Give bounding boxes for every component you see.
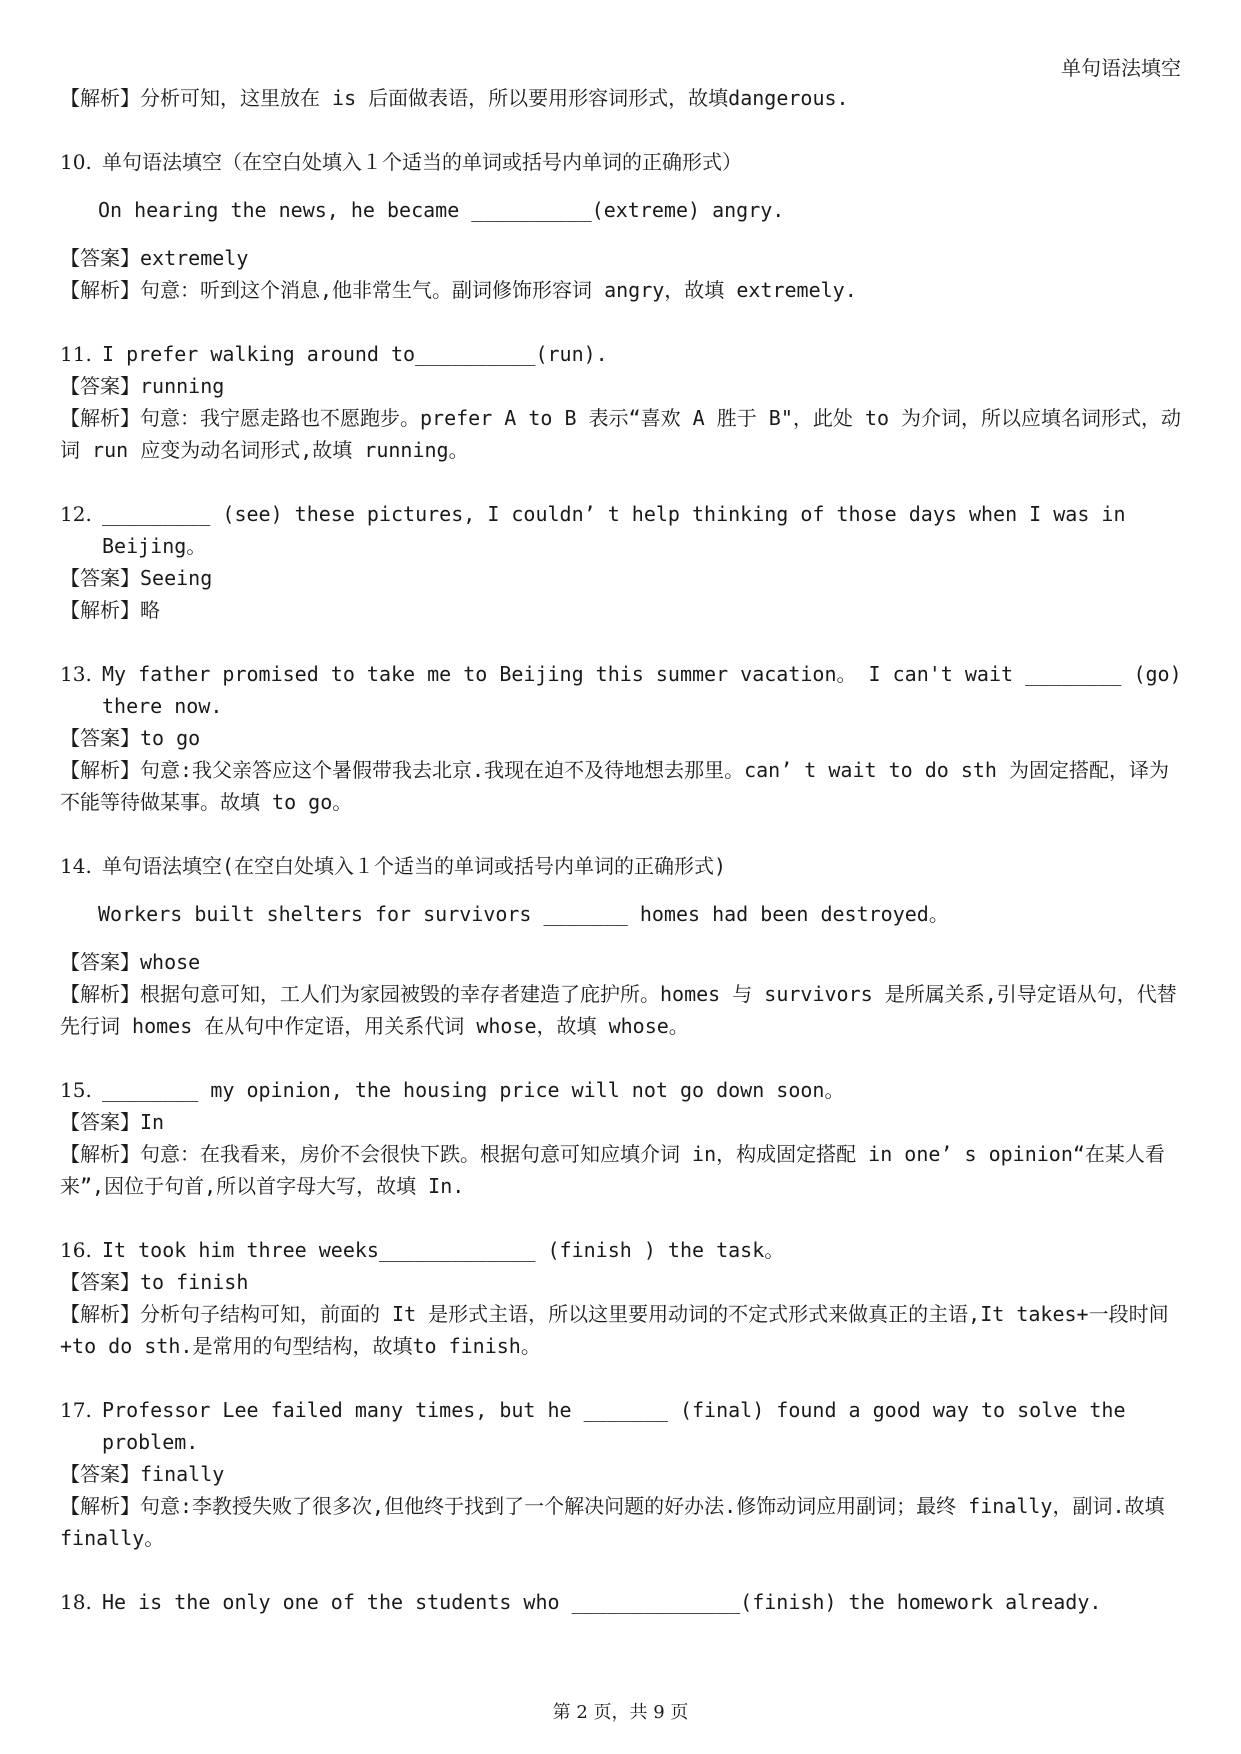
analysis: 【解析】句意:李教授失败了很多次,但他终于找到了一个解决问题的好办法.修饰动词应用副词；最终 finally，副词.故填 finally。 bbox=[60, 1494, 1165, 1550]
question-text: I prefer walking around to__________(run). bbox=[102, 342, 608, 366]
question-sentence: On hearing the news, he became __________(extreme) angry. bbox=[98, 198, 785, 222]
answer: 【答案】finally bbox=[60, 1462, 225, 1486]
question-number: 15. bbox=[60, 1078, 92, 1102]
analysis: 【解析】略 bbox=[60, 598, 160, 622]
question-number: 11. bbox=[60, 342, 92, 366]
analysis: 【解析】句意:我父亲答应这个暑假带我去北京.我现在迫不及待地想去那里。can’ t wait to do sth 为固定搭配，译为不能等待做某事。故填 to go。 bbox=[60, 758, 1169, 814]
answer: 【答案】extremely bbox=[60, 246, 249, 270]
answer: 【答案】to finish bbox=[60, 1270, 249, 1294]
answer: 【答案】to go bbox=[60, 726, 201, 750]
question-12 bbox=[60, 498, 1185, 530]
question-14 bbox=[60, 850, 1185, 882]
question-prompt: 单句语法填空(在空白处填入１个适当的单词或括号内单词的正确形式) bbox=[102, 854, 727, 878]
question-text-continued: there now. bbox=[102, 694, 223, 718]
question-number: 13. bbox=[60, 662, 92, 686]
answer: 【答案】whose bbox=[60, 950, 201, 974]
analysis: 【解析】句意：我宁愿走路也不愿跑步。prefer A to B 表示“喜欢 A 胜于 B"，此处 to 为介词，所以应填名词形式，动词 run 应变为动名词形式,故填 running。 bbox=[60, 406, 1182, 462]
document-body bbox=[60, 82, 1185, 1618]
answer: 【答案】In bbox=[60, 1110, 165, 1134]
question-text-continued: problem. bbox=[102, 1430, 199, 1454]
question-text: _________ (see) these pictures, I couldn’ t help thinking of those days when I was in bbox=[102, 502, 1126, 526]
question-text: Professor Lee failed many times, but he _______ (final) found a good way to solve the bbox=[102, 1398, 1126, 1422]
page-header-title: 单句语法填空 bbox=[1061, 56, 1181, 80]
question-number: 14. bbox=[60, 854, 92, 878]
question-17 bbox=[60, 1394, 1185, 1426]
question-number: 10. bbox=[60, 150, 92, 174]
question-number: 16. bbox=[60, 1238, 92, 1262]
question-15 bbox=[60, 1074, 1185, 1106]
question-number: 18. bbox=[60, 1590, 92, 1614]
question-sentence: Workers built shelters for survivors _______ homes had been destroyed。 bbox=[98, 902, 949, 926]
page-number-footer: 第 2 页，共 9 页 bbox=[552, 1702, 689, 1723]
analysis: 【解析】分析句子结构可知，前面的 It 是形式主语，所以这里要用动词的不定式形式来做真正的主语,It takes+一段时间+to do sth.是常用的句型结构，故填to finish。 bbox=[60, 1302, 1169, 1358]
answer: 【答案】Seeing bbox=[60, 566, 213, 590]
question-text: He is the only one of the students who ______________(finish) the homework already. bbox=[102, 1590, 1102, 1614]
question-text: My father promised to take me to Beijing this summer vacation。 I can't wait ________ (go) bbox=[102, 662, 1182, 686]
analysis: 【解析】根据句意可知，工人们为家园被毁的幸存者建造了庇护所。homes 与 survivors 是所属关系,引导定语从句，代替先行词 homes 在从句中作定语，用关系代词 whose，故填 whose。 bbox=[60, 982, 1177, 1038]
question-prompt: 单句语法填空（在空白处填入１个适当的单词或括号内单词的正确形式） bbox=[102, 150, 742, 174]
question-10 bbox=[60, 146, 1185, 178]
question-13 bbox=[60, 658, 1185, 690]
question-number: 12. bbox=[60, 502, 92, 526]
analysis: 【解析】句意：在我看来，房价不会很快下跌。根据句意可知应填介词 in，构成固定搭配 in one’ s opinion“在某人看来”,因位于句首,所以首字母大写，故填 In. bbox=[60, 1142, 1165, 1198]
answer: 【答案】running bbox=[60, 374, 225, 398]
analysis: 【解析】句意：听到这个消息,他非常生气。副词修饰形容词 angry，故填 extremely. bbox=[60, 278, 857, 302]
top-analysis: 【解析】分析可知，这里放在 is 后面做表语，所以要用形容词形式，故填dangerous. bbox=[60, 86, 849, 110]
question-text: ________ my opinion, the housing price will not go down soon。 bbox=[102, 1078, 845, 1102]
question-number: 17. bbox=[60, 1398, 92, 1422]
question-16 bbox=[60, 1234, 1185, 1266]
question-text: It took him three weeks_____________ (finish ) the task。 bbox=[102, 1238, 785, 1262]
question-text-continued: Beijing。 bbox=[102, 534, 207, 558]
question-11 bbox=[60, 338, 1185, 370]
question-18 bbox=[60, 1586, 1185, 1618]
